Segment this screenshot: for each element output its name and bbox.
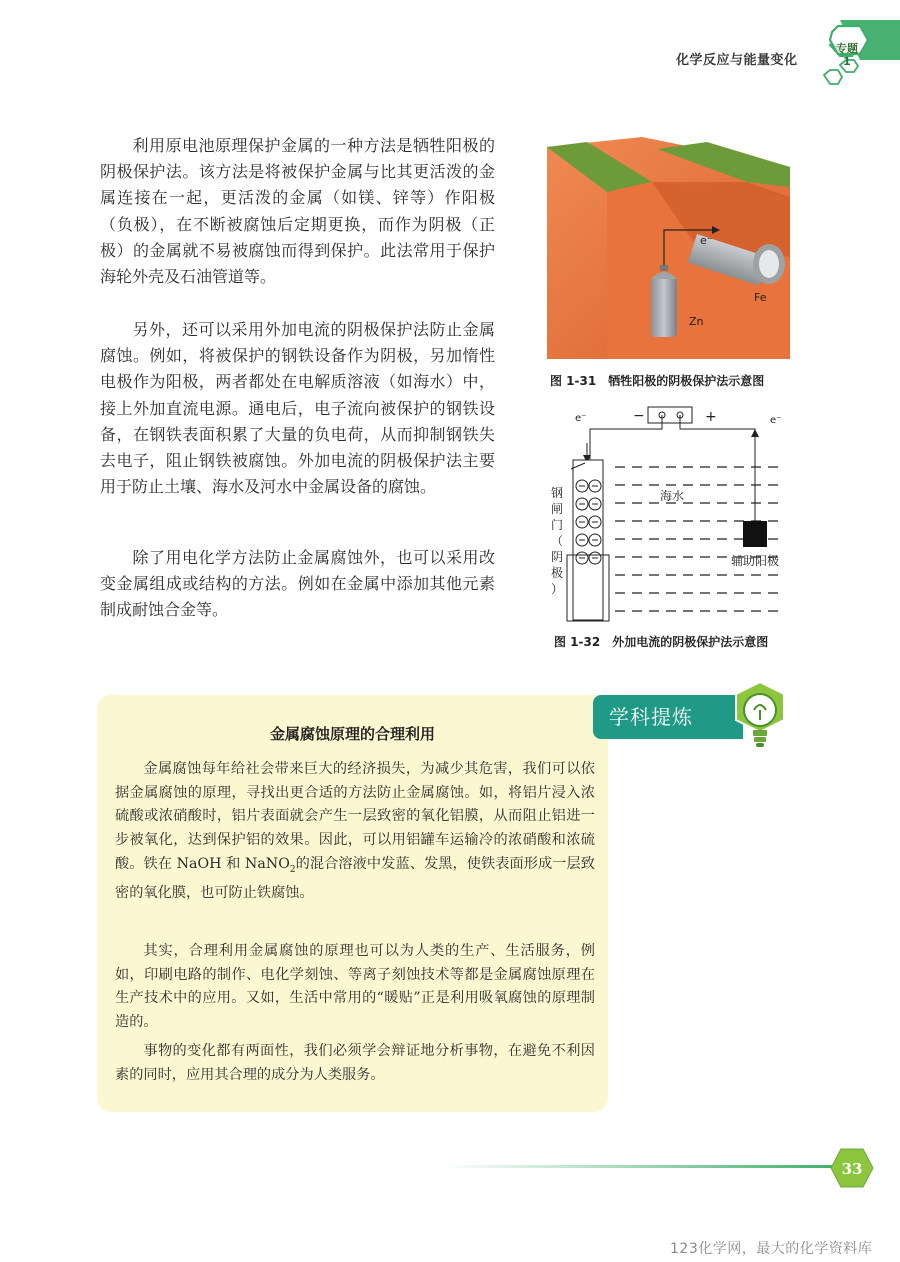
subject-summary-box xyxy=(97,695,608,1112)
fig2-gate-label-2: 闸 xyxy=(551,502,564,516)
subject-summary-banner: 学科提炼 xyxy=(593,695,743,739)
para1-text: 利用原电池原理保护金属的一种方法是牺牲阳极的阴极保护法。该方法是将被保护金属与比其更活泼的金属连接在一起，更活泼的金属（如镁、锌等）作阳极（负极），在不断被腐蚀后定期更换，而作为阴极（正极）的金属就不易被腐蚀而得到保护。此法常用于保护海轮外壳及石油管道等。 xyxy=(100,136,495,287)
para3-text: 除了用电化学方法防止金属腐蚀外，也可以采用改变金属组成或结构的方法。例如在金属中添加其他元素制成耐蚀合金等。 xyxy=(100,548,495,620)
summary-p1-subscript: 2 xyxy=(289,864,296,875)
topic-number: 1 xyxy=(843,55,851,68)
fig2-gate-label-7: ） xyxy=(551,582,564,596)
fig2-gate-label-5: 阴 xyxy=(551,550,564,564)
fig2-electron-left-label: e⁻ xyxy=(575,413,587,424)
summary-p1-text: 金属腐蚀每年给社会带来巨大的经济损失，为减少其危害，我们可以依据金属腐蚀的原理，寻找出更合适的方法防止金属腐蚀。如，将铝片浸入浓硫酸或浓硝酸时，铝片表面就会产生一层致密的氧化铝膜，从而阻止铝进一步被氧化，达到保护铝的效果。因此，可以用铝罐车运输冷的浓硝酸和浓硫酸。铁在 NaOH 和 NaNO xyxy=(115,761,595,872)
fig1-electron-label: e⁻ xyxy=(700,234,713,247)
summary-title: 金属腐蚀原理的合理利用 xyxy=(269,725,435,743)
fig1-zn-label: Zn xyxy=(689,315,704,328)
fig2-gate-label-6: 极 xyxy=(551,566,564,580)
fig2-anode-label: 辅助阳极 xyxy=(731,554,780,568)
footer-divider xyxy=(440,1165,840,1168)
fig2-electron-right-label: e⁻ xyxy=(770,415,782,426)
summary-p1-tail: 的混合溶液中发蓝、发黑，使铁表面形成一层致密的氧化膜，也可防止铁腐蚀。 xyxy=(115,855,595,902)
watermark-text: 123化学网，最大的化学资料库 xyxy=(670,1241,873,1257)
sacrificial-anode-figure xyxy=(547,137,790,359)
fig1-fe-label: Fe xyxy=(754,291,767,304)
summary-paragraph-2 xyxy=(115,940,595,1035)
summary-paragraph-1 xyxy=(115,758,595,906)
fig2-plus-label: + xyxy=(705,409,717,425)
impressed-current-figure xyxy=(545,405,790,625)
summary-paragraph-3 xyxy=(115,1040,595,1087)
topic-badge xyxy=(830,42,864,80)
figure1-caption: 图 1-31 牺牲阳极的阴极保护法示意图 xyxy=(550,374,765,388)
topic-label: 专题 xyxy=(836,42,858,55)
summary-p2-text: 其实，合理利用金属腐蚀的原理也可以为人类的生产、生活服务，例如，印刷电路的制作、电化学刻蚀、等离子刻蚀技术等都是金属腐蚀原理在生产技术中的应用。又如，生活中常用的“暖贴”正是利用吸氧腐蚀的原理制造的。 xyxy=(115,943,595,1031)
figure2-caption: 图 1-32 外加电流的阴极保护法示意图 xyxy=(554,635,769,649)
para2-text: 另外，还可以采用外加电流的阴极保护法防止金属腐蚀。例如，将被保护的钢铁设备作为阴极，另加惰性电极作为阳极，两者都处在电解质溶液（如海水）中，接上外加直流电源。通电后，电子流向被保护的钢铁设备，在钢铁表面积累了大量的负电荷，从而抑制钢铁失去电子，阻止钢铁被腐蚀。外加电流的阴极保护法主要用于防止土壤、海水及河水中金属设备的腐蚀。 xyxy=(100,320,495,497)
fig2-gate-label-3: 门 xyxy=(551,518,564,532)
lightbulb-icon xyxy=(730,680,790,752)
body-paragraph-1 xyxy=(100,133,495,290)
page-number: 33 xyxy=(841,1160,863,1178)
fig2-gate-label-1: 钢 xyxy=(551,486,564,500)
body-paragraph-3 xyxy=(100,545,495,624)
summary-p3-text: 事物的变化都有两面性，我们必须学会辩证地分析事物，在避免不利因素的同时，应用其合理的成分为人类服务。 xyxy=(115,1043,595,1083)
page-number-hexagon xyxy=(830,1148,874,1188)
fig2-minus-label: − xyxy=(633,408,645,424)
fig2-seawater-label: 海水 xyxy=(660,489,685,503)
header-title: 化学反应与能量变化 xyxy=(676,53,798,68)
fig2-gate-label-4: （ xyxy=(551,534,564,548)
body-paragraph-2 xyxy=(100,317,495,500)
